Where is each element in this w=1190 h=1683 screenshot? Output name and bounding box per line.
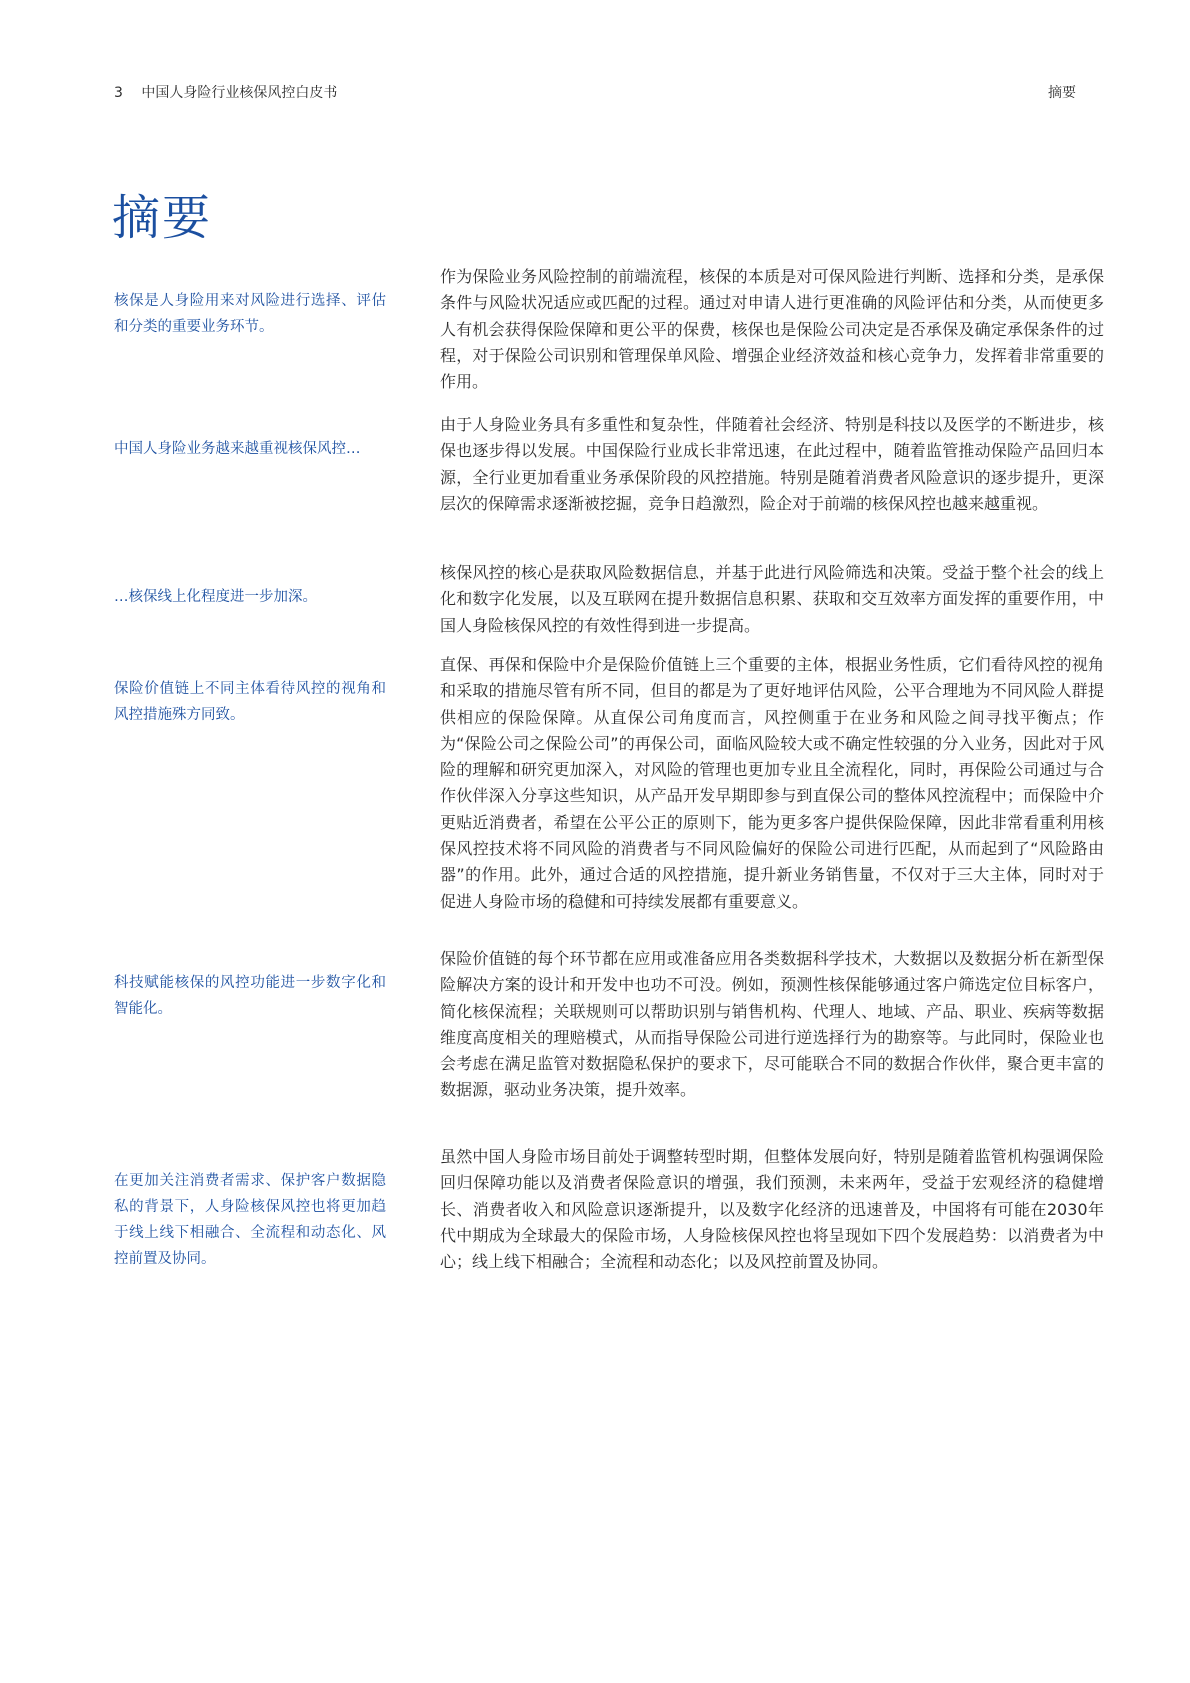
body-paragraph: 保险价值链的每个环节都在应用或准备应用各类数据科学技术，大数据以及数据分析在新型保险解决方案的设计和开发中也功不可没。例如，预测性核保能够通过客户筛选定位目标客户，简化核保流程；关联规则可以帮助识别与销售机构、代理人、地域、产品、职业、疾病等数据维度高度相关的理赔模式，从而指导保险公司进行逆选择行为的勘察等。与此同时，保险业也会考虑在满足监管对数据隐私保护的要求下，尽可能联合不同的数据合作伙伴，聚合更丰富的数据源，驱动业务决策，提升效率。: [440, 949, 1104, 1100]
body-paragraph: 虽然中国人身险市场目前处于调整转型时期，但整体发展向好，特别是随着监管机构强调保险回归保障功能以及消费者保险意识的增强，我们预测，未来两年，受益于宏观经济的稳健增长、消费者收入和风险意识逐渐提升，以及数字化经济的迅速普及，中国将有可能在2030年代中期成为全球最大的保险市场，人身险核保风控也将呈现如下四个发展趋势：以消费者为中心；线上线下相融合；全流程和动态化；以及风控前置及协同。: [440, 1147, 1104, 1272]
section-5: [114, 949, 1104, 1168]
body-paragraph: 核保风控的核心是获取风险数据信息，并基于此进行风险筛选和决策。受益于整个社会的线上化和数字化发展，以及互联网在提升数据信息积累、获取和交互效率方面发挥的重要作用，中国人身险核保风控的有效性得到进一步提高。: [440, 563, 1104, 635]
sidebar-note: 保险价值链上不同主体看待风控的视角和风控措施殊方同致。: [114, 681, 386, 723]
sidebar-note: 核保是人身险用来对风险进行选择、评估和分类的重要业务环节。: [114, 293, 386, 335]
header-left: [114, 82, 337, 102]
body-paragraph: 由于人身险业务具有多重性和复杂性，伴随着社会经济、特别是科技以及医学的不断进步，核保也逐步得以发展。中国保险行业成长非常迅速，在此过程中，随着监管推动保险产品回归本源，全行业更加看重业务承保阶段的风控措施。特别是随着消费者风险意识的逐步提升，更深层次的保障需求逐渐被挖掘，竞争日趋激烈，险企对于前端的核保风控也越来越重视。: [440, 415, 1104, 513]
page-title: 摘要: [112, 190, 213, 246]
document-title: 中国人身险行业核保风控白皮书: [141, 85, 338, 101]
body-paragraph: 直保、再保和保险中介是保险价值链上三个重要的主体，根据业务性质，它们看待风控的视角和采取的措施尽管有所不同，但目的都是为了更好地评估风险，公平合理地为不同风险人群提供相应的保险保障。从直保公司角度而言，风控侧重于在业务和风险之间寻找平衡点；作为“保险公司之保险公司”的再保公司，面临风险较大或不确定性较强的分入业务，因此对于风险的理解和研究更加深入，对风险的管理也更加专业且全流程化，同时，再保险公司通过与合作伙伴深入分享这些知识，从产品开发早期即参与到直保公司的整体风控流程中；而保险中介更贴近消费者，希望在公平公正的原则下，能为更多客户提供保险保障，因此非常看重利用核保风控技术将不同风险的消费者与不同风险偏好的保险公司进行匹配，从而起到了“风险路由器”的作用。此外，通过合适的风控措施，提升新业务销售量，不仅对于三大主体，同时对于促进人身险市场的稳健和可持续发展都有重要意义。: [440, 655, 1104, 911]
section-4: [114, 655, 1104, 970]
header-section-name: 摘要: [1048, 85, 1076, 101]
body-paragraph: 作为保险业务风险控制的前端流程，核保的本质是对可保风险进行判断、选择和分类，是承保条件与风险状况适应或匹配的过程。通过对申请人进行更准确的风险评估和分类，从而使更多人有机会获得保险保障和更公平的保费，核保也是保险公司决定是否承保及确定承保条件的过程，对于保险公司识别和管理保单风险、增强企业经济效益和核心竞争力，发挥着非常重要的作用。: [440, 267, 1104, 392]
page-number: 3: [114, 85, 123, 101]
sidebar-note: 在更加关注消费者需求、保护客户数据隐私的背景下，人身险核保风控也将更加趋于线上线下相融合、全流程和动态化、风控前置及协同。: [114, 1173, 386, 1267]
sidebar-note: …核保线上化程度进一步加深。: [114, 589, 317, 605]
sidebar-note: 中国人身险业务越来越重视核保风控…: [114, 441, 361, 457]
page-header: [114, 80, 1076, 104]
summary-sections: [114, 267, 1104, 1348]
section-6: [114, 1147, 1104, 1348]
sidebar-note: 科技赋能核保的风控功能进一步数字化和智能化。: [114, 975, 386, 1017]
